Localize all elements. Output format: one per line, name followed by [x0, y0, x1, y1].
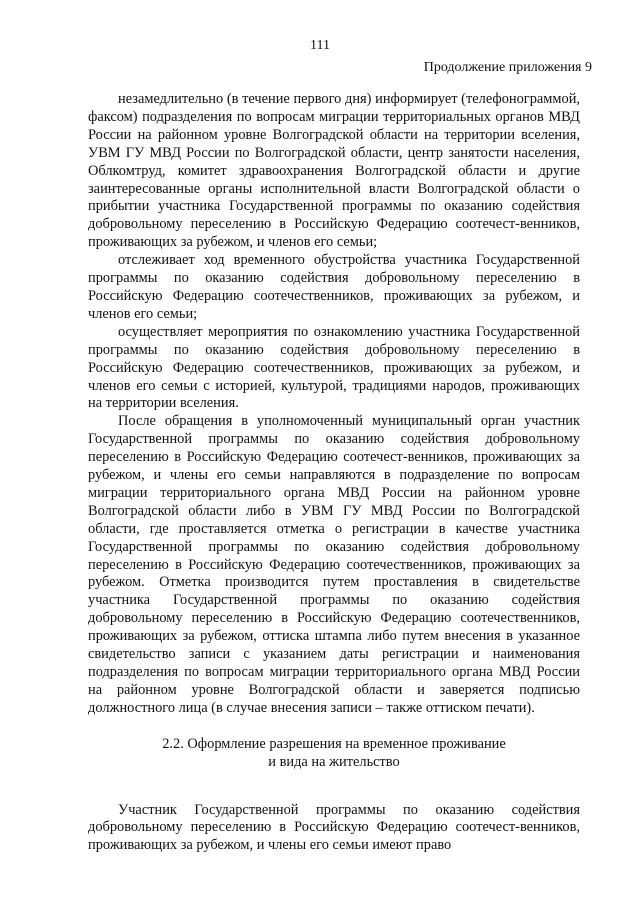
paragraph-registration-procedure: После обращения в уполномоченный муниципальный орган участник Государственной программы по оказанию содействия добровольному переселению в Российскую Федерацию соотечест-венников, проживающих за рубежом, и члены его семьи направляются в подразделение по вопросам миграции территориального органа МВД России на районном уровне Волгоградской области либо в УВМ ГУ МВД России по Волгоградской области, где проставляется отметка о регистрации в качестве участника Государственной программы по оказанию содействия добровольному переселению в Российскую Федерацию соотечественников, проживающих за рубежом. Отметка производится путем проставления в свидетельстве участника Государственной программы по оказанию содействия добровольному переселению в Российскую Федерацию соотечественников, проживающих за рубежом, оттиска штампа либо путем внесения в указанное свидетельство записи с указанием даты регистрации и наименования подразделения по вопросам миграции территориального органа МВД России на районном уровне Волгоградской области и заверяется подписью должностного лица (в случае внесения записи – также оттиском печати). — [88, 413, 580, 716]
document-body — [88, 91, 580, 855]
paragraph-track-settlement: отслеживает ход временного обустройства участника Государственной программы по оказанию содействия добровольному переселению в Российскую Федерацию соотечественников, проживающих за рубежом, и членов его семьи; — [88, 252, 580, 322]
page-number: 111 — [310, 38, 330, 53]
appendix-continuation-note: Продолжение приложения 9 — [423, 60, 592, 75]
section-heading-line-1: 2.2. Оформление разрешения на временное проживание — [162, 735, 506, 752]
section-heading-line-2: и вида на жительство — [268, 753, 400, 770]
paragraph-inform-authorities: незамедлительно (в течение первого дня) информирует (телефонограммой, факсом) подразделения по вопросам миграции территориальных органов МВД России на районном уровне Волгоградской области на территории вселения, УВМ ГУ МВД России по Волгоградской области, центр занятости населения, Облкомтруд, комитет здравоохранения Волгоградской области и другие заинтересованные органы исполнительной власти Волгоградской области о прибытии участника Государственной программы по оказанию содействия добровольному переселению в Российскую Федерацию соотечест-венников, проживающих за рубежом, и членов его семьи; — [88, 91, 580, 251]
section-heading — [88, 736, 580, 772]
paragraph-participant-rights: Участник Государственной программы по оказанию содействия добровольному переселению в Российскую Федерацию соотечест-венников, проживающих за рубежом, и члены его семьи имеют право — [88, 801, 580, 854]
paragraph-acquaintance-activities: осуществляет мероприятия по ознакомлению участника Государственной программы по оказанию содействия добровольному переселению в Российскую Федерацию соотечественников, проживающих за рубежом, и членов его семьи с историей, культурой, традициями народов, проживающих на территории вселения. — [88, 323, 580, 412]
